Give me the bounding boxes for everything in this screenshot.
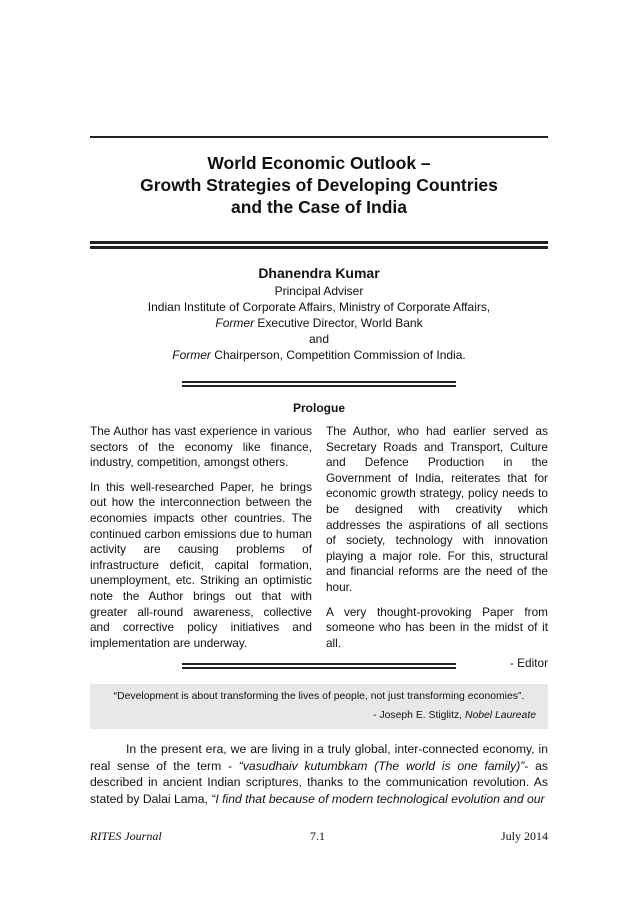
prologue-left-column [90,424,312,660]
body-italic-phrase-2: “I find that because of modern technological evolution and our [211,791,545,806]
footer-journal: RITES Journal [90,829,162,843]
title-double-rule-bottom [90,246,548,249]
former-label-2: Former [172,348,211,362]
author-block [90,264,548,363]
author-name: Dhanendra Kumar [258,265,380,281]
top-rule [90,136,548,138]
author-affiliation: Indian Institute of Corporate Affairs, Ministry of Corporate Affairs, [147,300,491,314]
quote-author: - Joseph E. Stiglitz, [373,710,465,721]
footer-date: July 2014 [500,829,548,843]
body-text [90,741,548,807]
prologue-rule-top [182,381,456,383]
body-text-segment-2: - as described in ancient Indian scriptures, thanks to the communication revolution. As stated by Dalai Lama, [90,758,548,806]
footer-page-number: 7.1 [310,829,325,843]
former-label-1: Former [215,316,255,330]
body-text-segment-1: In the present era, we are living in a truly global, inter-connected economy, in real sense of the term - [90,742,548,773]
author-former-1 [90,315,548,331]
quote-box [90,684,548,729]
prologue-right-column [326,424,548,672]
page-title [90,152,548,218]
prologue-heading: Prologue [292,401,345,415]
title-line-2: Growth Strategies of Developing Countries [140,175,498,195]
title-line-1: World Economic Outlook – [207,153,431,173]
author-and: and [308,332,330,346]
quote-author-title: Nobel Laureate [464,710,536,721]
body-paragraph-1 [90,741,548,807]
quote-attribution [373,710,536,721]
prologue-end-rule-top [182,663,456,665]
author-role: Principal Adviser [274,284,364,298]
author-former-2 [90,347,548,363]
prologue-left-paragraph-1: The Author has vast experience in various sectors of the economy like finance, industry, competition, amongst others. [90,424,312,470]
body-italic-phrase-1: “vasudhaiv kutumbkam (The world is one family)” [238,758,525,773]
quote-text: “Development is about transforming the lives of people, not just transforming economies”. [113,691,525,702]
prologue-rule-bottom [182,385,456,387]
former-text-2: Chairperson, Competition Commission of India. [210,348,466,362]
prologue-right-paragraph-2: A very thought-provoking Paper from someone who has been in the midst of it all. [326,604,548,650]
editor-signoff: - Editor [509,656,548,671]
title-line-3: and the Case of India [231,197,407,217]
title-double-rule-top [90,241,548,244]
prologue-end-rule-bottom [182,667,456,669]
former-text-1: Executive Director, World Bank [254,316,423,330]
prologue-right-paragraph-1: The Author, who had earlier served as Secretary Roads and Transport, Culture and Defence Production in the Government of India, reiterates that for economic growth strategy, policy needs to be designed with creativity which addresses the aspirations of all sections of society, technology with innovation playing a major role. For this, structural and financial reforms are the need of the hour. [326,424,548,594]
prologue-left-paragraph-2: In this well-researched Paper, he brings out how the interconnection between the economies impacts other countries. The continued carbon emissions due to human activity are causing problems of infrastructure deficit, capital formation, unemployment, etc. Striking an optimistic note the Author brings out that with greater all-round awareness, collective and corrective policy initiatives and implementation are underway. [90,479,312,650]
